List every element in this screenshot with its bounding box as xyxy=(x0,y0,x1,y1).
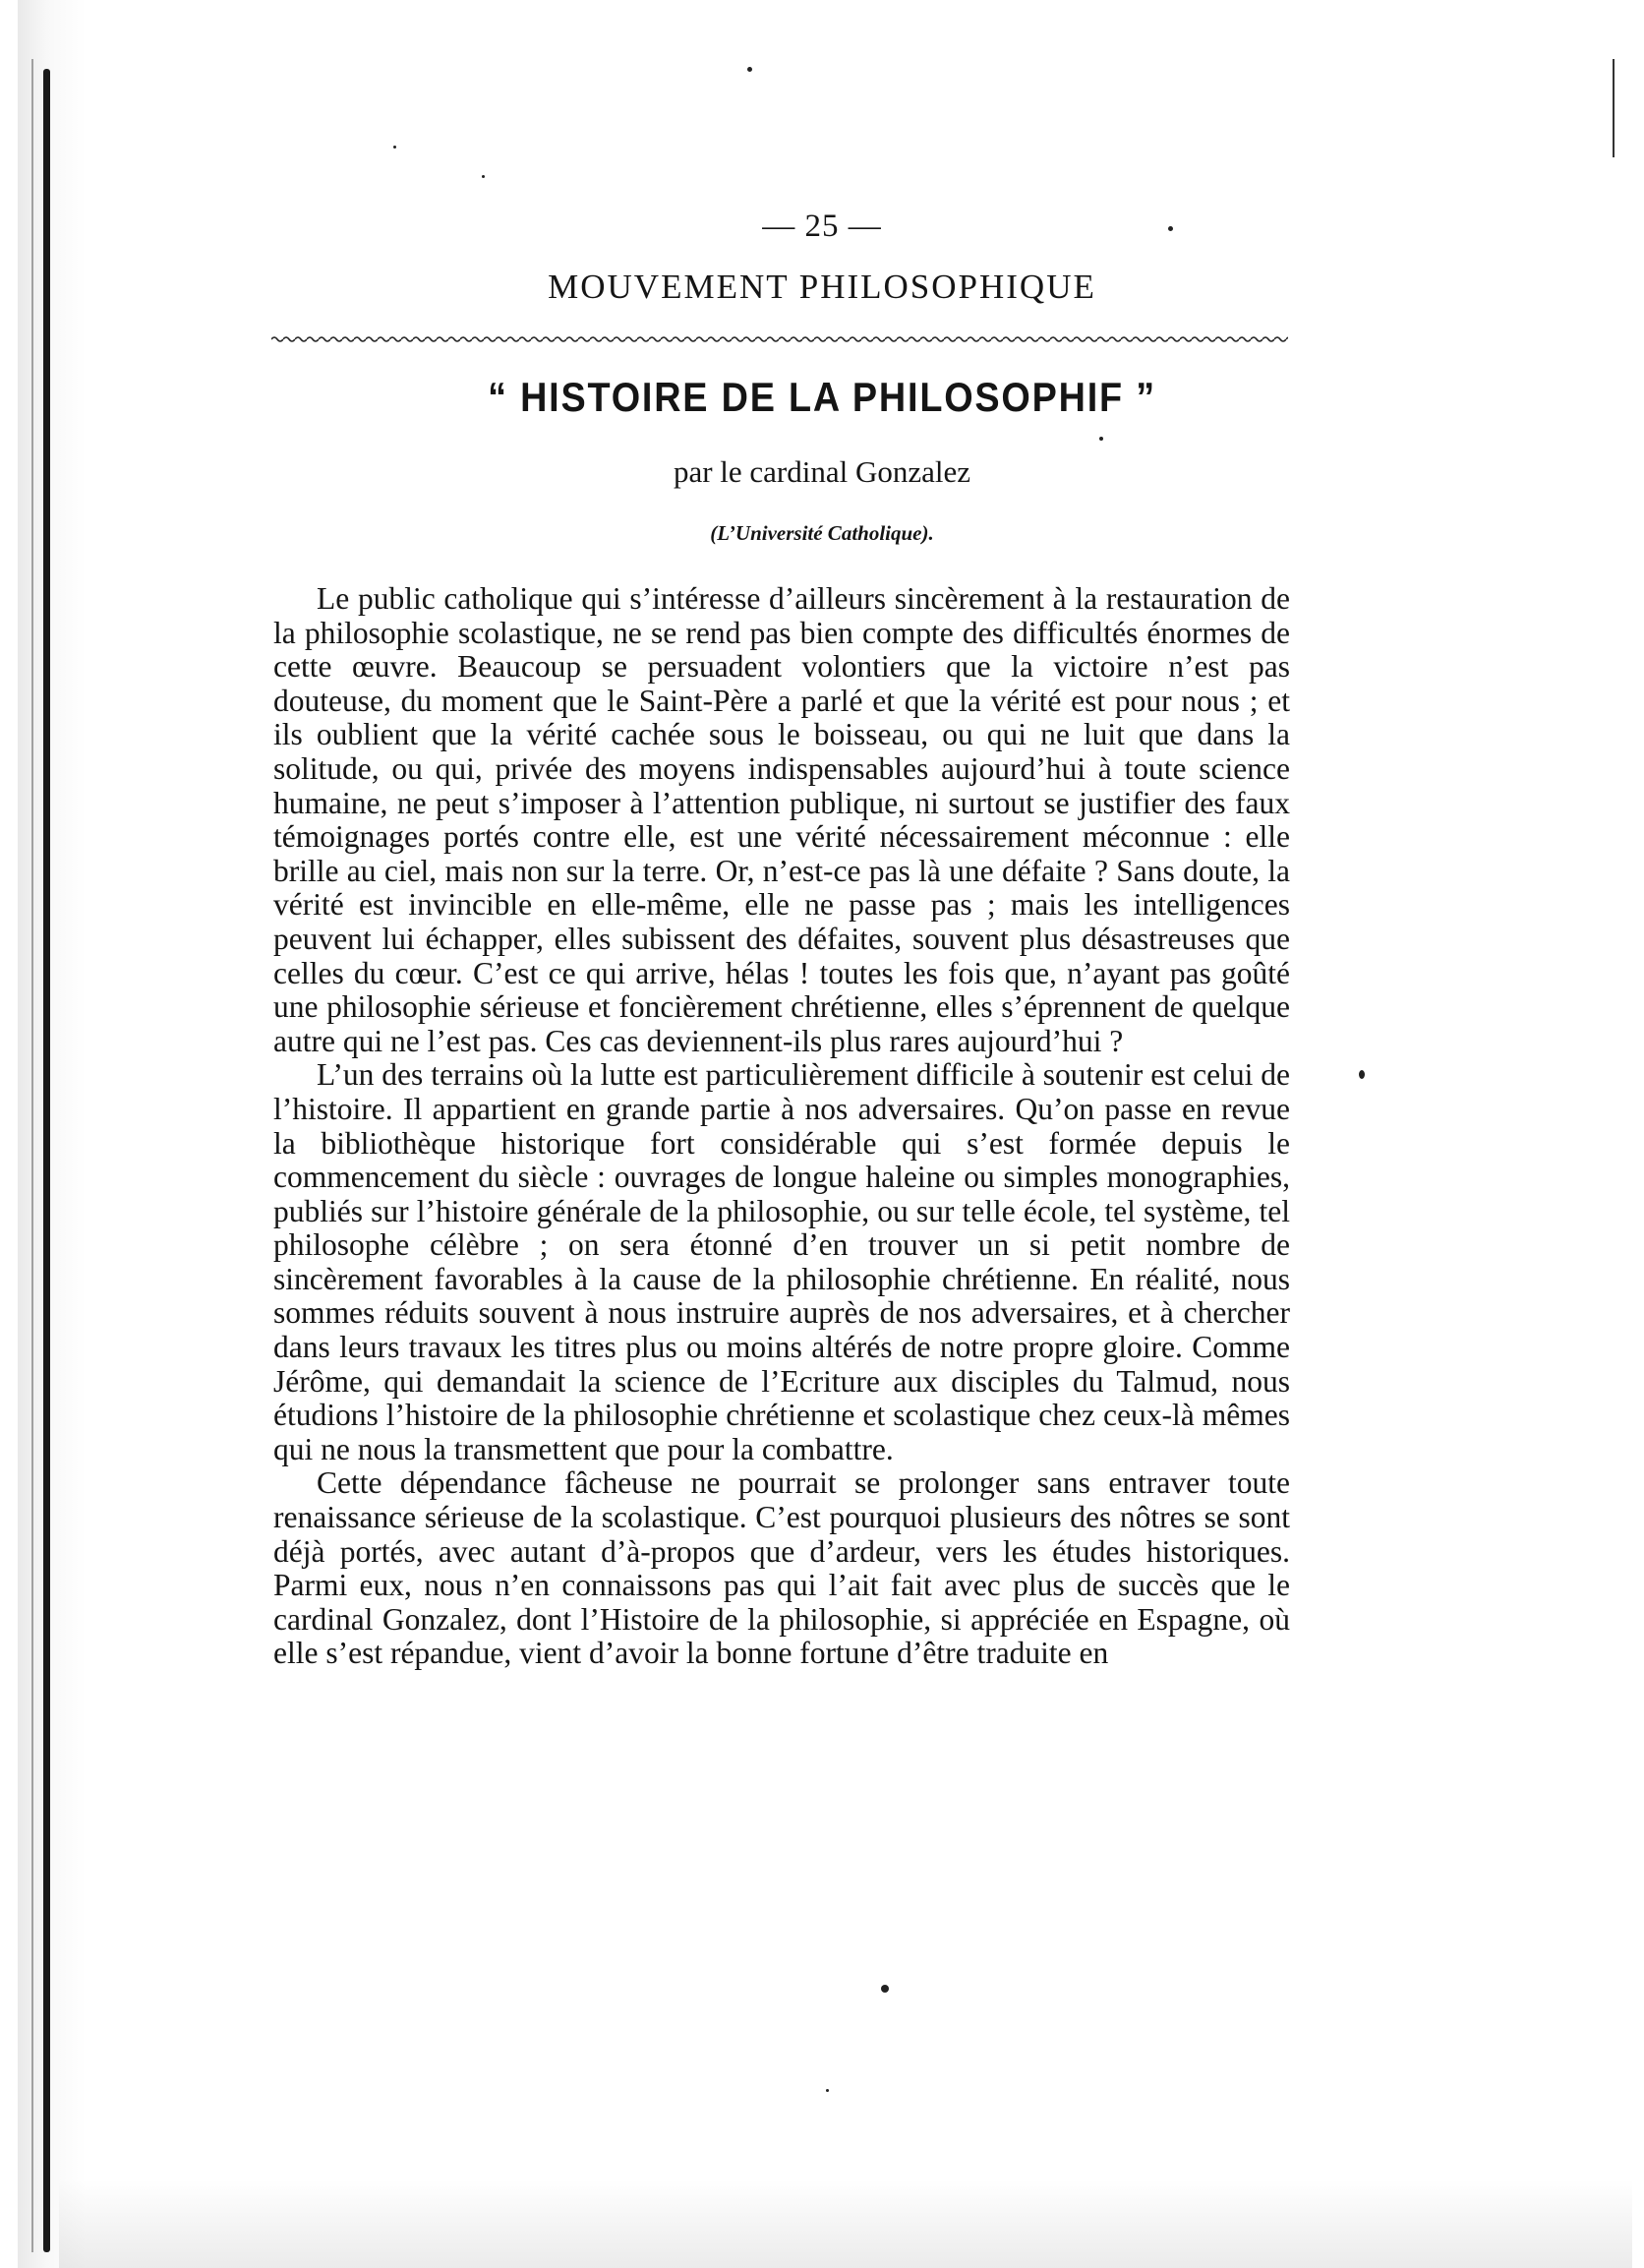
article-source: (L’Université Catholique). xyxy=(710,521,934,545)
body-paragraph: Cette dépendance fâcheuse ne pourrait se prolonger sans entraver toute renaissance sérieuse de la scolastique. C’est pourquoi plusieurs des nôtres se sont déjà portés, avec autant d’à-propos que d’ardeur, vers les études historiques. Parmi eux, nous n’en connaissons pas qui l’ait fait avec plus de succès que le cardinal Gonzalez, dont l’Histoire de la philosophie, si appréciée en Espagne, où elle s’est répandue, vient d’avoir la bonne fortune d’être traduite en xyxy=(273,1465,1290,1671)
scan-speck xyxy=(747,67,752,72)
binding-shadow xyxy=(18,0,87,2268)
scan-speck xyxy=(881,1985,889,1993)
page-number: — 25 — xyxy=(762,209,882,244)
body-paragraph: L’un des terrains où la lutte est particulièrement difficile à soutenir est celui de l’histoire. Il appartient en grande partie à nos adversaires. Qu’on passe en revue la bibliothèque historique fort considérable qui s’est formée depuis le commencement du siècle : ouvrages de longue haleine ou simples monographies, publiés sur l’histoire générale de la philosophie, ou sur telle école, tel système, tel philosophe célèbre ; on sera étonné d’en trouver un si petit nombre de sincèrement favorables à la cause de la philosophie chrétienne. En réalité, nous sommes réduits souvent à nous instruire auprès de nos adversaires, et à chercher dans leurs travaux les titres plus ou moins altérés de notre propre gloire. Comme Jérôme, qui demandait la science de l’Ecriture aux disciples du Talmud, nous étudions l’histoire de la philosophie chrétienne et scolastique chez ceux-là mêmes qui ne nous la transmettent que pour la combattre. xyxy=(273,1057,1290,1466)
scan-speck xyxy=(826,2089,829,2092)
section-title: MOUVEMENT PHILOSOPHIQUE xyxy=(548,268,1096,306)
right-edge-mark xyxy=(1613,59,1615,157)
binding-edge-line xyxy=(31,59,33,2252)
binding-rule xyxy=(43,69,50,2252)
bottom-scan-noise xyxy=(59,2179,1632,2268)
article-byline: par le cardinal Gonzalez xyxy=(673,454,971,489)
scan-speck xyxy=(482,175,485,178)
ornament-rule xyxy=(271,334,1288,342)
article-body xyxy=(273,582,1290,1671)
body-paragraph: Le public catholique qui s’intéresse d’ailleurs sincèrement à la restauration de la philosophie scolastique, ne se rend pas bien compte des difficultés énormes de cette œuvre. Beaucoup se persuadent volontiers que la victoire n’est pas douteuse, du moment que le Saint-Père a parlé et que la vérité est pour nous ; et ils oublient que la vérité cachée sous le boisseau, ou qui ne luit que dans la solitude, ou qui, privée des moyens indispensables aujourd’hui à toute science humaine, ne peut s’imposer à l’attention publique, ni surtout se justifier des faux témoignages portés contre elle, est une vérité nécessairement méconnue : elle brille au ciel, mais non sur la terre. Or, n’est-ce pas là une défaite ? Sans doute, la vérité est invincible en elle-même, elle ne passe pas ; mais les intelligences peuvent lui échapper, elles subissent des défaites, souvent plus désastreuses que celles du cœur. C’est ce qui arrive, hélas ! toutes les fois que, n’ayant pas goûté une philosophie sérieuse et foncièrement chrétienne, elles s’éprennent de quelque autre qui ne l’est pas. Ces cas deviennent-ils plus rares aujourd’hui ? xyxy=(273,581,1290,1058)
scan-speck xyxy=(1359,1070,1365,1079)
scan-speck xyxy=(393,146,396,149)
article-title: “ HISTOIRE DE LA PHILOSOPHIF ” xyxy=(488,374,1156,420)
scan-speck xyxy=(1099,437,1103,441)
